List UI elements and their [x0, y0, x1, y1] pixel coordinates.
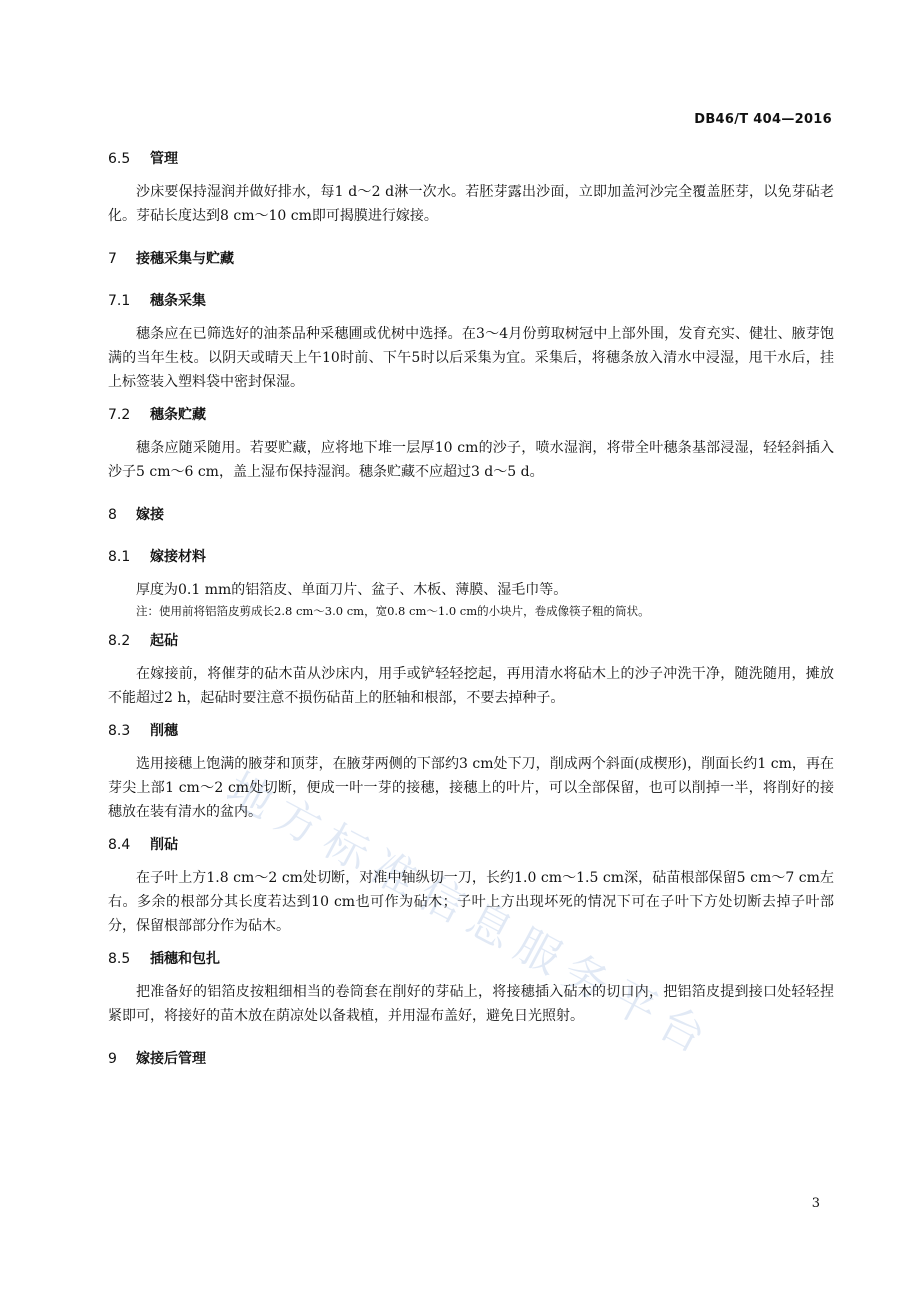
section-number: 8.5 — [108, 951, 131, 967]
watermark-char: 务 — [554, 945, 618, 1011]
section-heading — [108, 404, 834, 426]
section-title: 穗条采集 — [150, 293, 206, 309]
watermark-char: 平 — [602, 971, 666, 1037]
paragraph: 选用接穗上饱满的腋芽和顶芽，在腋芽两侧的下部约3 cm处下刀，削成两个斜面(成楔形)，削面长约1 cm，再在芽尖上部1 cm～2 cm处切断，便成一叶一芽的接穗，接穗上的叶片，可以全部保留，也可以削掉一半，将削好的接穗放在装有清水的盆内。 — [108, 756, 834, 820]
section-number: 9 — [108, 1051, 117, 1067]
section-title: 嫁接后管理 — [136, 1051, 206, 1067]
section-number: 7.2 — [108, 407, 131, 423]
section-title: 接穗采集与贮藏 — [136, 251, 234, 267]
paragraph: 厚度为0.1 mm的铝箔皮、单面刀片、盆子、木板、薄膜、湿毛巾等。 — [136, 582, 568, 598]
watermark-char: 方 — [266, 789, 330, 855]
section-title: 插穗和包扎 — [150, 951, 220, 967]
section-title: 穗条贮藏 — [150, 407, 206, 423]
section-heading — [108, 630, 834, 652]
section-heading — [108, 948, 834, 970]
section-heading — [108, 834, 834, 856]
paragraph: 沙床要保持湿润并做好排水，每1 d～2 d淋一次水。若胚芽露出沙面，立即加盖河沙完全覆盖胚芽，以免芽砧老化。芽砧长度达到8 cm～10 cm即可揭膜进行嫁接。 — [108, 184, 834, 224]
watermark-char: 地 — [218, 763, 282, 829]
section-number: 8 — [108, 507, 117, 523]
watermark-char: 息 — [458, 893, 522, 959]
watermark-char: 信 — [410, 867, 474, 933]
section-title: 削砧 — [150, 837, 178, 853]
watermark-char: 标 — [314, 815, 378, 881]
section-number: 8.4 — [108, 837, 131, 853]
paragraph: 在子叶上方1.8 cm～2 cm处切断，对准中轴纵切一刀，长约1.0 cm～1.5 cm深，砧苗根部保留5 cm～7 cm左右。多余的根部分其长度若达到10 cm也可作为砧木；子叶上方出现坏死的情况下可在子叶下方处切断去掉子叶部分，保留根部部分作为砧木。 — [108, 870, 834, 934]
paragraph: 穗条应随采随用。若要贮藏，应将地下堆一层厚10 cm的沙子，喷水湿润，将带全叶穗条基部浸湿，轻轻斜插入沙子5 cm～6 cm，盖上湿布保持湿润。穗条贮藏不应超过3 d～5 d。 — [108, 440, 834, 480]
watermark-char: 准 — [362, 841, 426, 907]
section-title: 起砧 — [150, 633, 178, 649]
section-heading — [108, 248, 834, 270]
paragraph: 穗条应在已筛选好的油茶品种采穗圃或优树中选择。在3～4月份剪取树冠中上部外围，发育充实、健壮、腋芽饱满的当年生枝。以阴天或晴天上午10时前、下午5时以后采集为宜。采集后，将穗条放入清水中浸湿，甩干水后，挂上标签装入塑料袋中密封保湿。 — [108, 326, 834, 390]
section-heading — [108, 148, 834, 170]
section-title: 削穗 — [150, 723, 178, 739]
watermark-char: 服 — [506, 919, 570, 985]
section-heading — [108, 1048, 834, 1070]
section-number: 7 — [108, 251, 117, 267]
section-number: 8.3 — [108, 723, 131, 739]
paragraph: 在嫁接前，将催芽的砧木苗从沙床内，用手或铲轻轻挖起，再用清水将砧木上的沙子冲洗干净，随洗随用，摊放不能超过2 h，起砧时要注意不损伤砧苗上的胚轴和根部，不要去掉种子。 — [108, 666, 834, 706]
section-title: 嫁接材料 — [150, 549, 206, 565]
paragraph: 把准备好的铝箔皮按粗细相当的卷筒套在削好的芽砧上，将接穗插入砧木的切口内，把铝箔皮提到接口处轻轻捏紧即可，将接好的苗木放在荫凉处以备栽植，并用湿布盖好，避免日光照射。 — [108, 984, 834, 1024]
document-code: DB46/T 404—2016 — [694, 112, 832, 127]
document-body — [108, 148, 834, 1080]
section-heading — [108, 720, 834, 742]
section-number: 8.1 — [108, 549, 131, 565]
section-heading — [108, 504, 834, 526]
section-number: 7.1 — [108, 293, 131, 309]
section-heading — [108, 546, 834, 568]
note: 注：使用前将铝箔皮剪成长2.8 cm～3.0 cm，宽0.8 cm～1.0 cm的小块片，卷成像筷子粗的筒状。 — [136, 604, 650, 618]
section-heading — [108, 290, 834, 312]
section-title: 管理 — [150, 151, 178, 167]
watermark-char: 台 — [650, 997, 714, 1063]
page-number: 3 — [811, 1196, 820, 1211]
section-number: 8.2 — [108, 633, 131, 649]
section-title: 嫁接 — [136, 507, 164, 523]
section-number: 6.5 — [108, 151, 131, 167]
